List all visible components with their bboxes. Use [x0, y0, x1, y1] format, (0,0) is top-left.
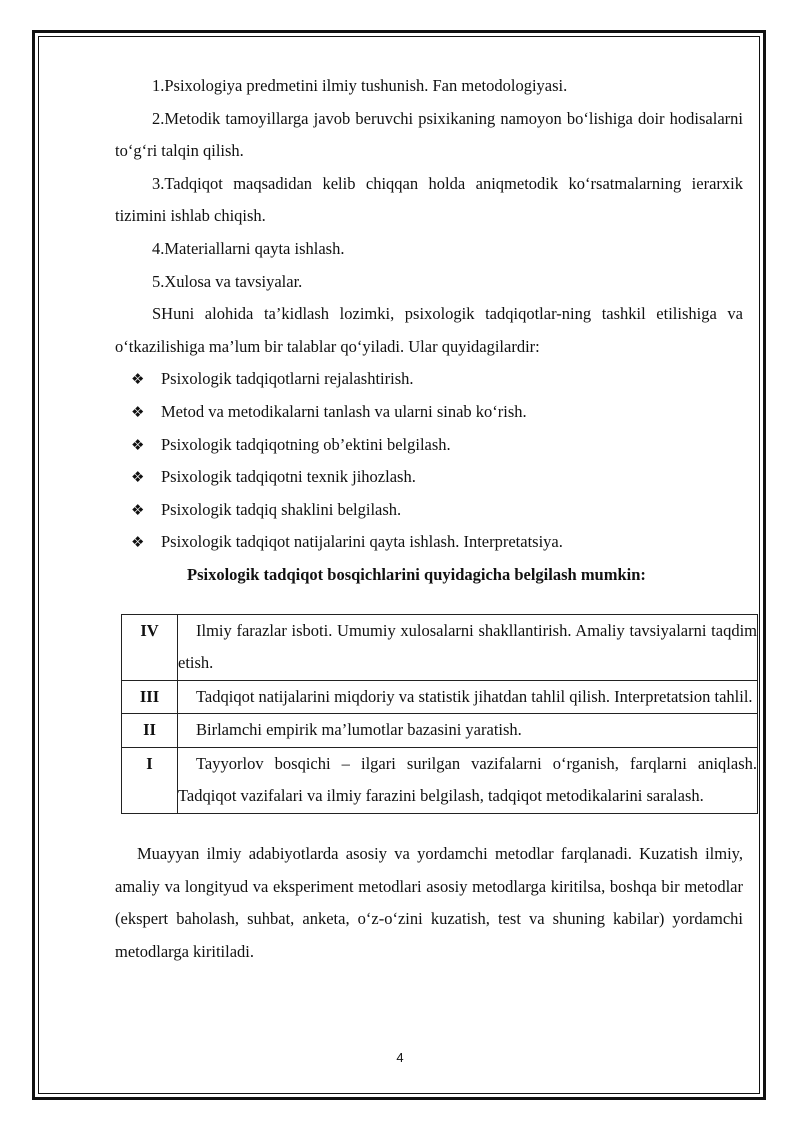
list-item-text: Psixologik tadqiqot natijalarini qayta ishlash. Interpretatsiya.: [161, 532, 563, 552]
diamond-bullet-icon: ❖: [131, 435, 145, 454]
page-number: 4: [396, 1050, 404, 1065]
list-item: [131, 429, 743, 462]
stage-description: [178, 714, 758, 748]
numbered-item: 2.Metodik tamoyillarga javob beruvchi psixikaning namoyon bo‘lishiga doir hodisalarni to‘g‘ri talqin qilish.: [115, 108, 743, 161]
table-row: [122, 747, 758, 813]
table-row: [122, 714, 758, 748]
stage-text: Ilmiy farazlar isboti. Umumiy xulosalarni shakllantirish. Amaliy tavsiyalarni taqdim etish.: [178, 620, 757, 673]
list-item: [131, 461, 743, 494]
intro-paragraph: SHuni alohida ta’kidlash lozimki, psixologik tadqiqotlar-ning tashkil etilishiga va o‘tkazilishiga ma’lum bir talablar qo‘yiladi. Ular quyidagilardir:: [115, 304, 743, 356]
stages-table: [121, 614, 758, 815]
table-row: [122, 680, 758, 714]
numbered-item: 3.Tadqiqot maqsadidan kelib chiqqan holda aniqmetodik ko‘rsatmalarning ierarxik tizimini ishlab chiqish.: [115, 173, 743, 226]
section-heading: Psixologik tadqiqot bosqichlarini quyidagicha belgilash mumkin:: [187, 564, 646, 584]
diamond-bullet-icon: ❖: [131, 533, 145, 552]
diamond-bullet-icon: ❖: [131, 370, 145, 389]
list-item: [131, 396, 743, 429]
list-item-text: Metod va metodikalarni tanlash va ularni sinab ko‘rish.: [161, 401, 527, 421]
stage-text: Tadqiqot natijalarini miqdoriy va statistik jihatdan tahlil qilish. Interpretatsion tahlil.: [196, 686, 753, 706]
stage-number: I: [122, 747, 178, 813]
numbered-item: 5.Xulosa va tavsiyalar.: [152, 271, 303, 291]
list-item-text: Psixologik tadqiqotni texnik jihozlash.: [161, 467, 416, 487]
stage-text: Birlamchi empirik ma’lumotlar bazasini yaratish.: [196, 720, 522, 740]
stage-description: [178, 747, 758, 813]
diamond-bullet-icon: ❖: [131, 468, 145, 487]
list-item-text: Psixologik tadqiq shaklini belgilash.: [161, 499, 402, 519]
table-row: [122, 614, 758, 680]
numbered-item: 1.Psixologiya predmetini ilmiy tushunish. Fan metodologiyasi.: [152, 76, 568, 95]
list-item-text: Psixologik tadqiqotning ob’ektini belgilash.: [161, 434, 451, 454]
stage-number: IV: [122, 614, 178, 680]
requirements-list: [115, 363, 743, 559]
numbered-item: 4.Materiallarni qayta ishlash.: [152, 238, 345, 258]
page-content: [115, 70, 757, 968]
stage-number: III: [122, 680, 178, 714]
stage-text: Tayyorlov bosqichi – ilgari surilgan vazifalarni o‘rganish, farqlarni aniqlash. Tadqiqot vazifalari va ilmiy farazini belgilash, tadqiqot metodikalarini saralash.: [178, 753, 757, 806]
list-item: [131, 363, 743, 396]
stage-description: [178, 614, 758, 680]
diamond-bullet-icon: ❖: [131, 402, 145, 421]
list-item-text: Psixologik tadqiqotlarni rejalashtirish.: [161, 369, 414, 389]
list-item: [131, 526, 743, 559]
stage-description: [178, 680, 758, 714]
closing-paragraph: Muayyan ilmiy adabiyotlarda asosiy va yordamchi metodlar farqlanadi. Kuzatish ilmiy, amaliy va longityud va eksperiment metodlari asosiy metodlarga kiritilsa, boshqa bir metodlar (ekspert baholash, suhbat, anketa, o‘z-o‘zini kuzatish, test va shuning kabilar) yordamchi metodlarga kiritiladi.: [115, 844, 743, 961]
diamond-bullet-icon: ❖: [131, 500, 145, 519]
stage-number: II: [122, 714, 178, 748]
list-item: [131, 494, 743, 527]
